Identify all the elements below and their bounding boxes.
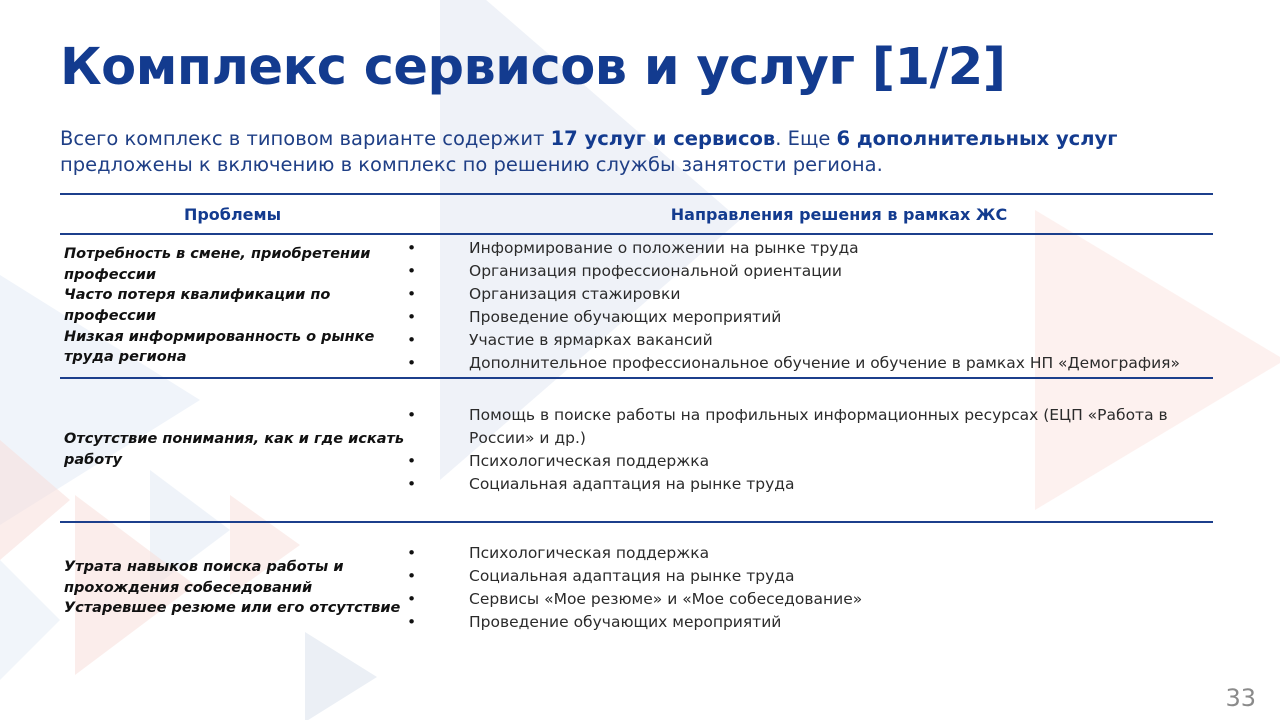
problem-item: Потребность в смене, приобретении профессии [64,246,371,283]
list-item [405,352,1213,375]
subtitle-highlight-additional-count: 6 дополнительных услуг [836,127,1118,150]
solution-text: Участие в ярмарках вакансий [469,331,713,349]
solution-text: Проведение обучающих мероприятий [469,613,782,631]
bullet-icon: • [407,590,417,608]
problems-solutions-table [60,193,1213,653]
problems-cell [60,235,405,377]
bullet-icon: • [407,613,417,631]
bullet-icon: • [407,308,417,326]
problem-item: Низкая информированность о рынке труда региона [64,328,375,366]
page-number: 33 [1225,684,1256,712]
bullet-icon: • [407,544,417,562]
solution-text: Социальная адаптация на рынке труда [469,567,795,585]
solution-text: Организация стажировки [469,285,681,303]
subtitle-highlight-services-count: 17 услуг и сервисов [550,127,776,150]
list-item [405,611,1213,634]
solution-text: Психологическая поддержка [469,544,710,562]
solution-text: Проведение обучающих мероприятий [469,308,782,326]
bullet-icon: • [407,406,417,424]
problem-item: Устаревшее резюме или его отсутствие [64,600,401,617]
slide-title: Комплекс сервисов и услуг [1/2] [60,38,1006,97]
problem-item: Отсутствие понимания, как и где искать работу [64,431,405,468]
list-item [405,565,1213,588]
problem-item: Утрата навыков поиска работы и прохождения собеседований [64,559,344,596]
solution-text: Психологическая поддержка [469,452,710,470]
problems-cell [60,523,405,653]
header-problems: Проблемы [183,204,282,224]
subtitle-text: предложены к включению в комплекс по решению службы занятости региона. [60,153,883,176]
list-item [405,542,1213,565]
table-row [60,523,1213,653]
problem-item: Часто потеря квалификации по профессии [64,287,331,324]
slide-subtitle [60,126,1230,178]
subtitle-text: Всего комплекс в типовом варианте содержит [60,127,551,150]
table-row [60,235,1213,377]
list-item [405,588,1213,611]
solutions-list [405,523,1213,653]
problems-cell [60,379,405,521]
bullet-icon: • [407,239,417,257]
bullet-icon: • [407,285,417,303]
bullet-icon: • [407,452,417,470]
table-row [60,379,1213,521]
solution-text: Социальная адаптация на рынке труда [469,475,795,493]
table-header [60,195,1213,233]
list-item [405,260,1213,283]
solution-text: Информирование о положении на рынке труда [469,239,859,257]
bullet-icon: • [407,331,417,349]
list-item [405,283,1213,306]
list-item [405,237,1213,260]
list-item [405,404,1213,450]
solution-text: Помощь в поиске работы на профильных информационных ресурсах (ЕЦП «Работа в России» и др.) [469,406,1168,447]
list-item [405,306,1213,329]
solution-text: Организация профессиональной ориентации [469,262,842,280]
bullet-icon: • [407,354,417,372]
solution-text: Дополнительное профессиональное обучение и обучение в рамках НП «Демография» [469,354,1180,372]
bullet-icon: • [407,567,417,585]
list-item [405,329,1213,352]
solution-text: Сервисы «Мое резюме» и «Мое собеседование» [469,590,863,608]
list-item [405,450,1213,473]
list-item [405,473,1213,496]
solutions-list [405,379,1213,521]
bullet-icon: • [407,262,417,280]
subtitle-text: . Еще [775,127,837,150]
bullet-icon: • [407,475,417,493]
header-solutions: Направления решения в рамках ЖС [670,204,1008,224]
solutions-list [405,235,1213,377]
